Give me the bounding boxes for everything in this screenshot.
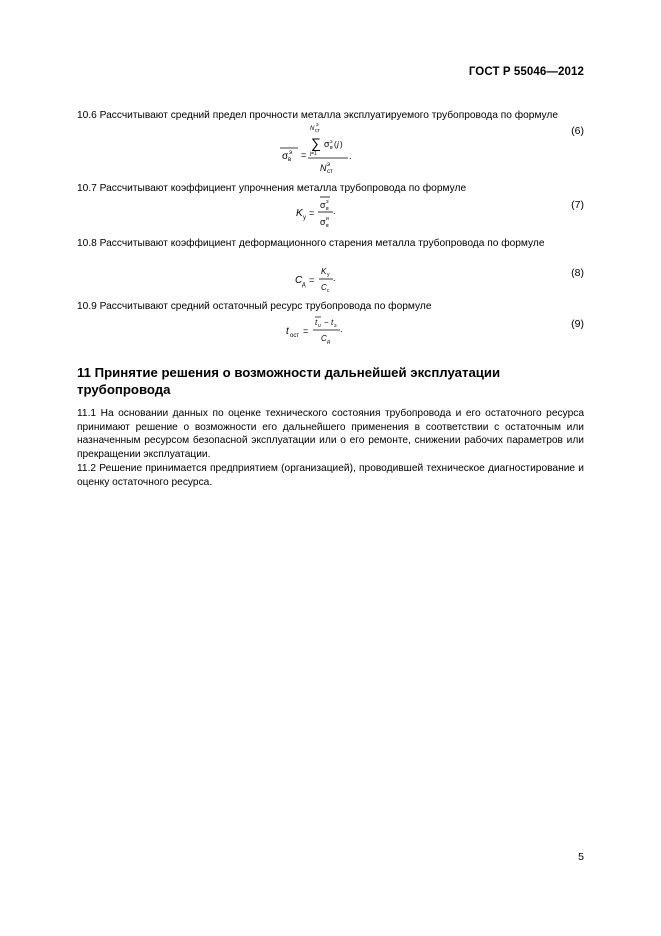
formula-8-number: (8) bbox=[571, 267, 584, 279]
formula-9-number: (9) bbox=[571, 318, 584, 330]
svg-text:σ: σ bbox=[320, 200, 326, 210]
svg-text:э: э bbox=[316, 122, 319, 128]
svg-text:t: t bbox=[315, 318, 318, 327]
svg-text:=: = bbox=[303, 326, 309, 336]
svg-text:σ: σ bbox=[324, 139, 330, 149]
svg-text:=: = bbox=[309, 208, 315, 218]
svg-text:σ: σ bbox=[320, 217, 326, 227]
svg-text:t: t bbox=[331, 318, 334, 327]
svg-text:д: д bbox=[302, 282, 306, 288]
paragraph-10-9-text: 10.9 Рассчитывают средний остаточный ресурс трубопровода по формуле bbox=[77, 301, 432, 312]
svg-text:и: и bbox=[326, 216, 329, 222]
svg-text:.: . bbox=[333, 273, 336, 283]
section-11-title: 11 Принятие решения о возможности дальнейшей эксплуатации трубопровода bbox=[77, 365, 501, 397]
svg-text:C: C bbox=[321, 283, 327, 292]
svg-text:j: j bbox=[337, 140, 339, 149]
svg-text:э: э bbox=[289, 150, 293, 156]
svg-text:д: д bbox=[327, 339, 330, 345]
formula-6 bbox=[276, 122, 366, 178]
svg-text:(: ( bbox=[334, 140, 337, 149]
svg-text:ст: ст bbox=[327, 169, 333, 175]
svg-text:.: . bbox=[349, 151, 352, 161]
svg-text:.: . bbox=[340, 324, 343, 334]
svg-text:=: = bbox=[309, 275, 315, 285]
formula-8 bbox=[293, 263, 353, 297]
svg-text:N: N bbox=[320, 163, 327, 173]
paragraph-10-7-text: 10.7 Рассчитывают коэффициент упрочнения металла трубопровода по формуле bbox=[77, 183, 467, 194]
svg-text:C: C bbox=[295, 275, 303, 286]
svg-text:в: в bbox=[326, 206, 329, 212]
svg-text:K: K bbox=[321, 267, 327, 276]
svg-text:C: C bbox=[321, 334, 327, 343]
formula-6-number: (6) bbox=[571, 125, 584, 137]
svg-text:): ) bbox=[340, 140, 343, 149]
page-number: 5 bbox=[578, 851, 584, 863]
paragraph-11-2-text: 11.2 Решение принимается предприятием (организацией), проводившей техническое диагностирование и оценку остаточного ресурса. bbox=[77, 463, 584, 488]
svg-text:.: . bbox=[333, 206, 336, 216]
formula-7 bbox=[294, 194, 354, 232]
svg-text:э: э bbox=[330, 139, 333, 145]
svg-text:N: N bbox=[310, 126, 315, 132]
paragraph-10-6 bbox=[77, 95, 584, 122]
formula-7-number: (7) bbox=[571, 199, 584, 211]
svg-text:=: = bbox=[301, 150, 307, 160]
svg-text:ст: ст bbox=[315, 128, 320, 134]
svg-text:t: t bbox=[286, 326, 289, 337]
svg-text:э: э bbox=[334, 323, 337, 329]
svg-text:σ: σ bbox=[282, 151, 289, 162]
svg-text:и: и bbox=[318, 323, 321, 329]
svg-text:в: в bbox=[330, 145, 333, 151]
svg-text:∑: ∑ bbox=[311, 135, 321, 151]
svg-text:у: у bbox=[303, 215, 306, 221]
svg-text:у: у bbox=[327, 272, 330, 278]
standard-code: ГОСТ Р 55046—2012 bbox=[468, 66, 584, 78]
paragraph-10-8-text: 10.8 Рассчитывают коэффициент деформационного старения металла трубопровода по формуле bbox=[77, 238, 545, 249]
svg-text:ост: ост bbox=[290, 333, 300, 339]
svg-text:−: − bbox=[324, 318, 329, 327]
paragraph-10-8 bbox=[77, 237, 584, 251]
svg-text:j=1: j=1 bbox=[310, 151, 317, 157]
paragraph-10-9 bbox=[77, 300, 584, 314]
formula-9 bbox=[284, 314, 364, 348]
svg-text:в: в bbox=[288, 157, 292, 163]
svg-text:э: э bbox=[327, 162, 331, 168]
paragraph-11-2 bbox=[77, 462, 584, 489]
svg-text:э: э bbox=[326, 199, 329, 205]
paragraph-11-1-text: 11.1 На основании данных по оценке технического состояния трубопровода и его остаточного ресурса принимают решение о возможности его дальнейшего применения в соответствии с остаточным или назначенным ресурсом безопасной эксплуатации или о его ремонте, снижении рабочих параметров или прекращении эксплуатации. bbox=[77, 408, 584, 460]
svg-text:K: K bbox=[296, 208, 303, 219]
paragraph-10-6-text: 10.6 Рассчитывают средний предел прочности металла эксплуатируемого трубопровода по формуле bbox=[77, 109, 559, 121]
paragraph-11-1 bbox=[77, 407, 584, 461]
svg-text:в: в bbox=[326, 223, 329, 229]
svg-text:с: с bbox=[327, 288, 330, 294]
